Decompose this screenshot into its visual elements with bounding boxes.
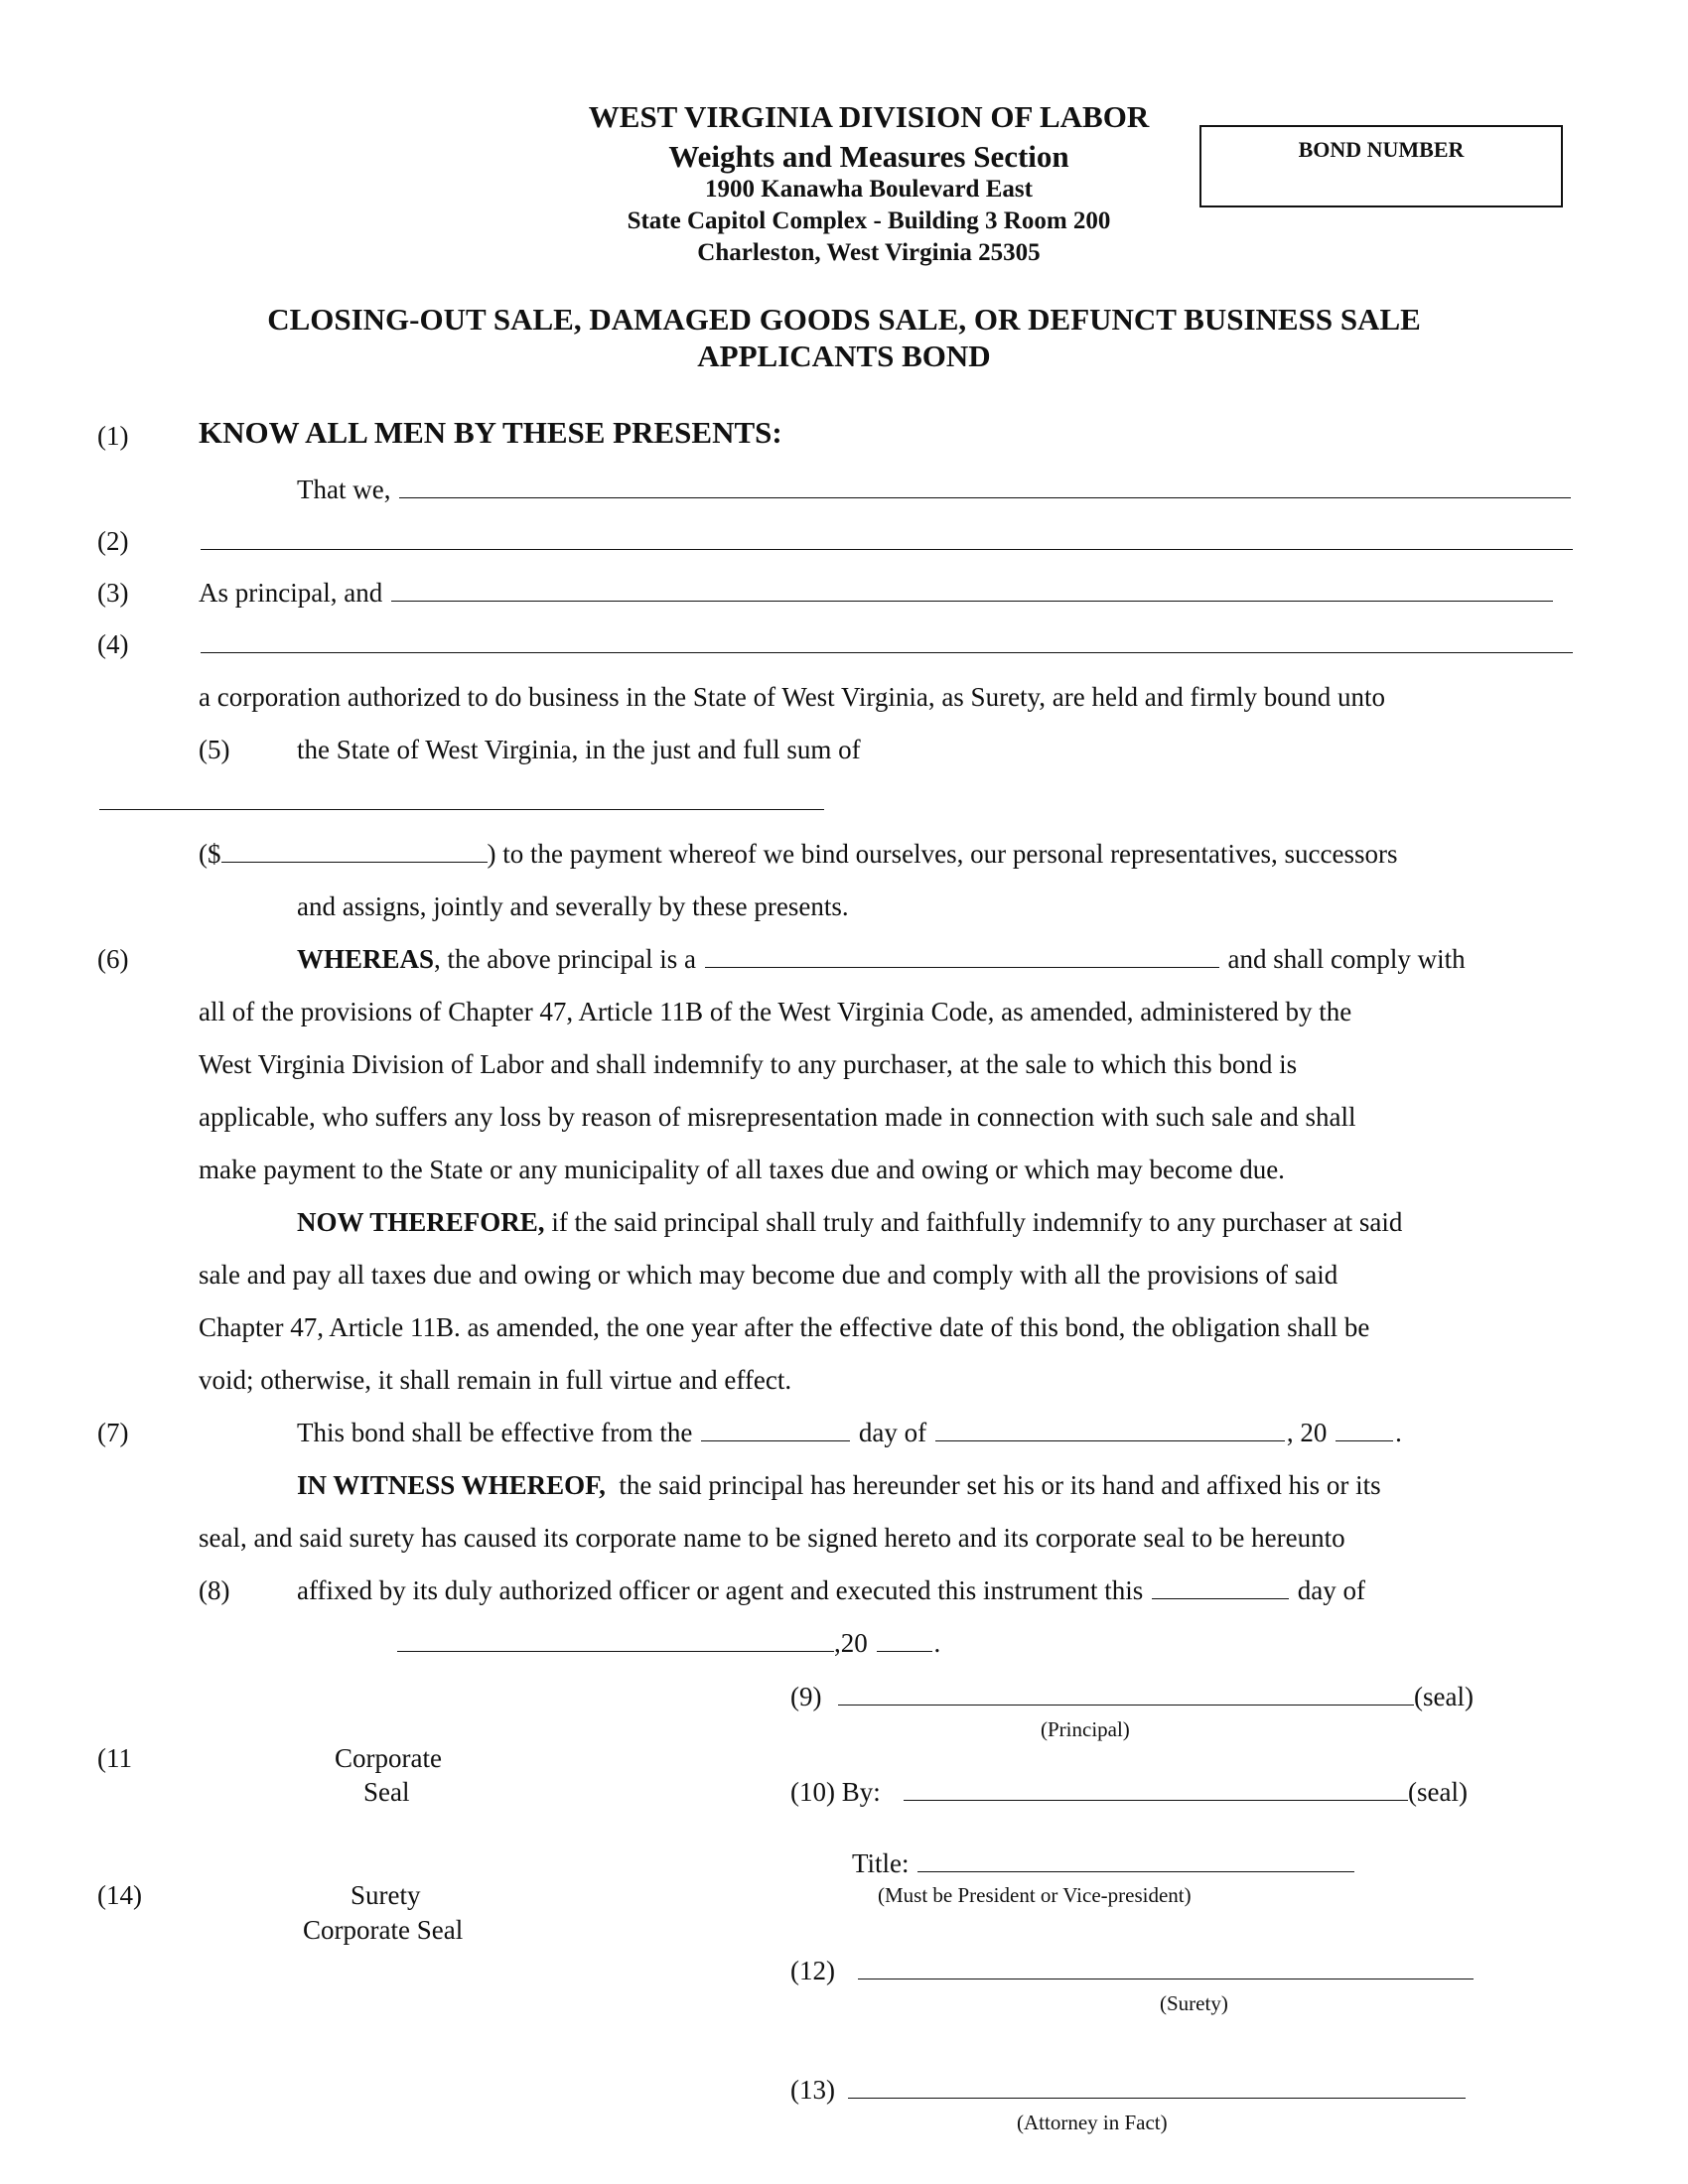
- dollar-open: ($: [199, 839, 221, 869]
- business-type-field[interactable]: [705, 966, 1219, 968]
- address-street: 1900 Kanawha Boulevard East: [705, 176, 1033, 203]
- effective-date-line: [297, 1418, 1402, 1448]
- surety-name-field-2[interactable]: [201, 651, 1573, 653]
- item-number-12: (12): [790, 1956, 835, 1985]
- line-4: [199, 629, 1575, 660]
- whereas-end: and shall comply with: [1227, 944, 1466, 974]
- executed-period: .: [933, 1628, 941, 1658]
- attorney-caption: (Attorney in Fact): [1017, 2111, 1168, 2134]
- line-2: [199, 526, 1575, 557]
- item-number-14: (14): [97, 1880, 142, 1910]
- whereas-text: , the above principal is a: [434, 944, 696, 974]
- item-number-2: (2): [97, 526, 129, 556]
- effective-year-field[interactable]: [1336, 1439, 1393, 1441]
- executed-day-of: day of: [1297, 1575, 1366, 1605]
- now-therefore-label: NOW THEREFORE,: [297, 1207, 545, 1237]
- that-we-line: [297, 475, 1573, 505]
- item-number-3: (3): [97, 578, 129, 608]
- surety-signature-field[interactable]: [858, 1978, 1474, 1979]
- whereas-line-5: make payment to the State or any municipality of all taxes due and owing or which may become due.: [199, 1155, 1285, 1184]
- amount-words-line: [97, 786, 826, 817]
- title-caption: (Must be President or Vice-president): [878, 1883, 1192, 1907]
- officer-signature-line: [904, 1777, 1468, 1808]
- bond-number-label: BOND NUMBER: [1298, 137, 1465, 162]
- whereas-line-3: West Virginia Division of Labor and shall indemnify to any purchaser, at the sale to which this bond is: [199, 1049, 1298, 1079]
- that-we-label: That we,: [297, 475, 391, 504]
- now-therefore-text: if the said principal shall truly and faithfully indemnify to any purchaser at said: [544, 1207, 1403, 1237]
- executed-month-line: [397, 1628, 940, 1659]
- corporate-seal-line-2: Seal: [363, 1777, 410, 1807]
- now-therefore-line-4: void; otherwise, it shall remain in full virtue and effect.: [199, 1365, 792, 1395]
- principal-name-field[interactable]: [399, 496, 1571, 498]
- item-number-5: (5): [199, 735, 230, 764]
- know-all-heading: KNOW ALL MEN BY THESE PRESENTS:: [199, 415, 782, 450]
- payment-text: ) to the payment whereof we bind ourselves, our personal representatives, successors: [487, 839, 1398, 869]
- officer-title-field[interactable]: [917, 1870, 1354, 1872]
- now-therefore-line-3: Chapter 47, Article 11B. as amended, the one year after the effective date of this bond, the obligation shall be: [199, 1312, 1370, 1342]
- witness-label: IN WITNESS WHEREOF,: [297, 1470, 606, 1500]
- item-number-9: (9): [790, 1682, 822, 1711]
- state-line: the State of West Virginia, in the just and full sum of: [297, 735, 861, 764]
- officer-signature-field[interactable]: [904, 1799, 1408, 1801]
- seal-label-9: (seal): [1414, 1682, 1474, 1711]
- effective-month-field[interactable]: [935, 1439, 1285, 1441]
- principal-signature-line: [838, 1682, 1474, 1712]
- now-therefore-line-2: sale and pay all taxes due and owing or which may become due and comply with all the provisions of said: [199, 1260, 1338, 1290]
- effective-year-prefix: , 20: [1286, 1418, 1328, 1447]
- principal-caption: (Principal): [1041, 1717, 1130, 1741]
- surety-seal-line-1: Surety: [351, 1880, 421, 1910]
- executed-year-field[interactable]: [877, 1650, 932, 1652]
- form-subtitle: APPLICANTS BOND: [697, 339, 991, 373]
- item-number-7: (7): [97, 1418, 129, 1447]
- attorney-signature-field[interactable]: [848, 2097, 1466, 2099]
- whereas-line-2: all of the provisions of Chapter 47, Article 11B of the West Virginia Code, as amended, administered by the: [199, 997, 1352, 1026]
- executed-line: [297, 1575, 1365, 1606]
- witness-text: the said principal has hereunder set his or its hand and affixed his or its: [605, 1470, 1381, 1500]
- as-principal-label: As principal, and: [199, 578, 383, 608]
- whereas-label: WHEREAS: [297, 944, 435, 974]
- corporation-line: a corporation authorized to do business in the State of West Virginia, as Surety, are held and firmly bound unto: [199, 682, 1385, 712]
- address-city: Charleston, West Virginia 25305: [697, 239, 1041, 266]
- executed-text: affixed by its duly authorized officer or agent and executed this instrument this: [297, 1575, 1144, 1605]
- surety-name-field[interactable]: [391, 600, 1553, 602]
- surety-signature-line: [858, 1956, 1474, 1986]
- effective-day-of: day of: [858, 1418, 927, 1447]
- witness-line-2: seal, and said surety has caused its corporate name to be signed hereto and its corporate seal to be hereunto: [199, 1523, 1345, 1553]
- corporate-seal-line-1: Corporate: [335, 1743, 442, 1773]
- executed-day-field[interactable]: [1152, 1597, 1289, 1599]
- assigns-line: and assigns, jointly and severally by these presents.: [297, 891, 849, 921]
- item-number-13: (13): [790, 2075, 835, 2105]
- section-name: Weights and Measures Section: [668, 139, 1069, 174]
- effective-label: This bond shall be effective from the: [297, 1418, 693, 1447]
- executed-month-field[interactable]: [397, 1650, 834, 1652]
- executed-year-prefix: ,20: [834, 1628, 868, 1658]
- bond-number-box[interactable]: [1199, 125, 1563, 207]
- surety-caption: (Surety): [1160, 1991, 1228, 2015]
- item-number-11: (11: [97, 1743, 132, 1773]
- item-number-4: (4): [97, 629, 129, 659]
- now-therefore-line: [297, 1207, 1402, 1238]
- as-principal-line: [199, 578, 1555, 609]
- title-label: Title:: [852, 1848, 910, 1878]
- whereas-line-4: applicable, who suffers any loss by reason of misrepresentation made in connection with such sale and shall: [199, 1102, 1356, 1132]
- amount-words-field[interactable]: [99, 808, 824, 810]
- effective-day-field[interactable]: [701, 1439, 850, 1441]
- payment-line: [199, 839, 1397, 870]
- item-number-8: (8): [199, 1575, 230, 1605]
- principal-name-field-2[interactable]: [201, 548, 1573, 550]
- surety-seal-line-2: Corporate Seal: [303, 1915, 464, 1945]
- officer-title-line: [852, 1848, 1356, 1879]
- whereas-line: [297, 944, 1466, 975]
- item-number-6: (6): [97, 944, 129, 974]
- amount-dollars-field[interactable]: [221, 861, 488, 863]
- agency-name: WEST VIRGINIA DIVISION OF LABOR: [588, 99, 1150, 134]
- principal-signature-field[interactable]: [838, 1704, 1414, 1706]
- effective-period: .: [1395, 1418, 1402, 1447]
- form-title: CLOSING-OUT SALE, DAMAGED GOODS SALE, OR DEFUNCT BUSINESS SALE: [267, 302, 1421, 337]
- address-building: State Capitol Complex - Building 3 Room 200: [627, 207, 1111, 234]
- attorney-signature-line: [848, 2075, 1466, 2106]
- seal-label-10: (seal): [1408, 1777, 1468, 1807]
- item-number-10: (10) By:: [790, 1777, 881, 1807]
- witness-line: [297, 1470, 1381, 1501]
- item-number-1: (1): [97, 421, 129, 451]
